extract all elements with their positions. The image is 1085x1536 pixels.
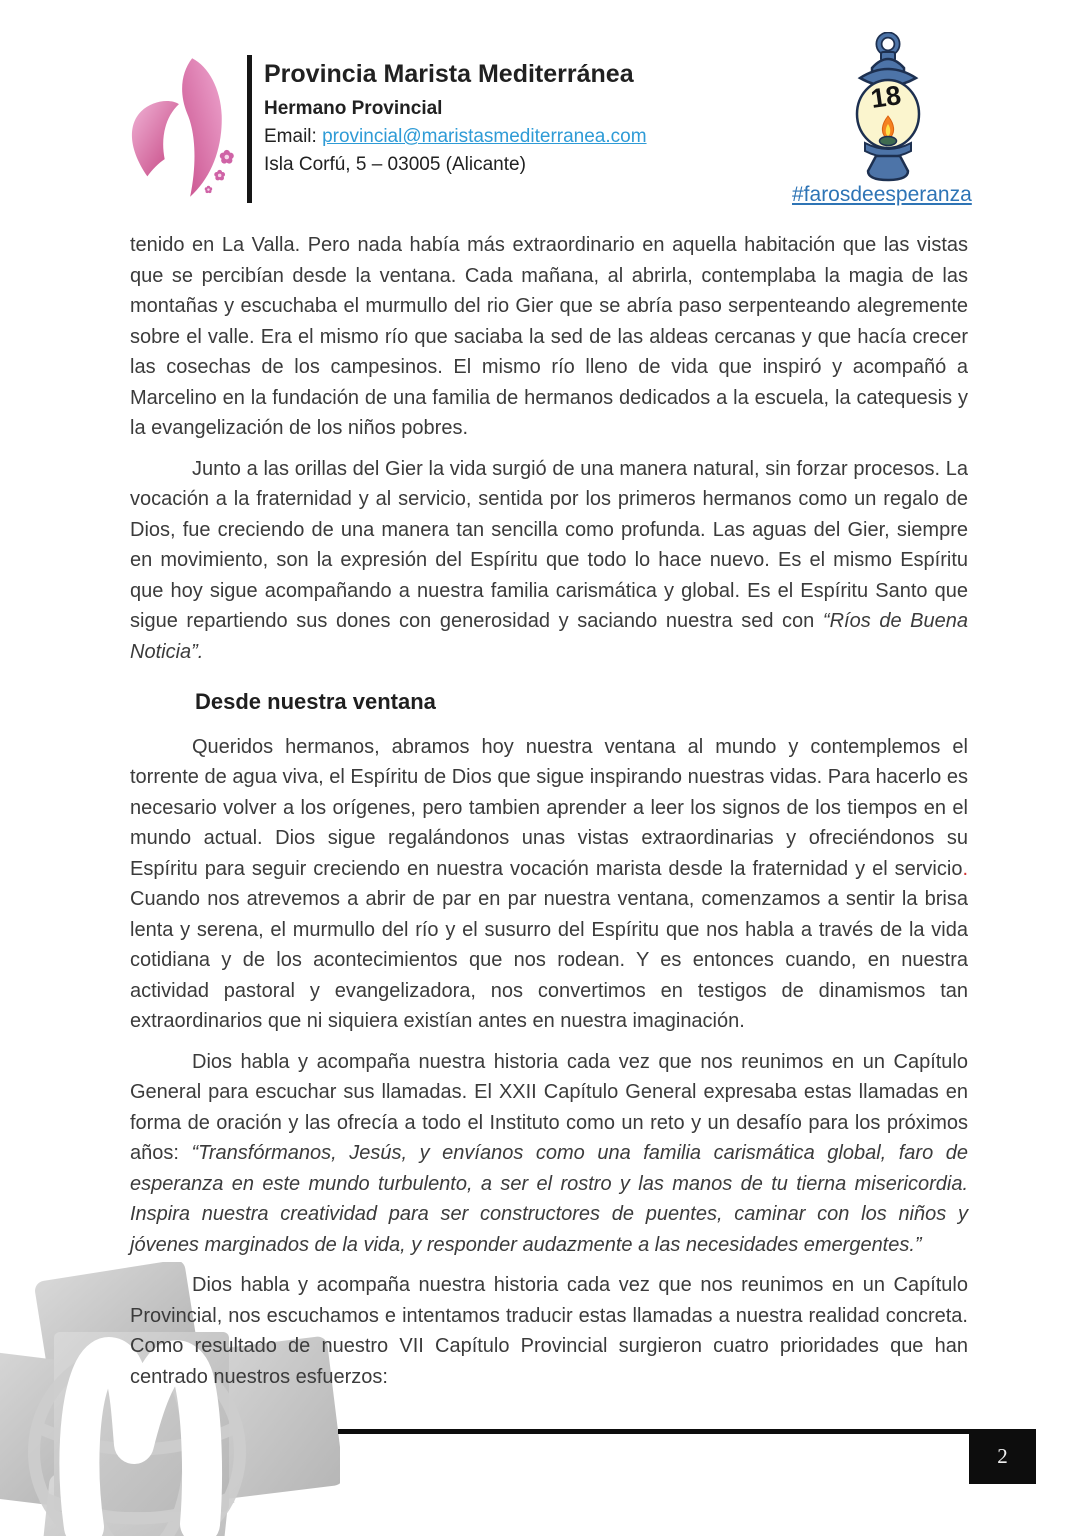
text-run: tenido en La Valla. Pero nada había más extraordinario en aquella habitación que las vistas que se percibían desde la ventana. Cada mañana, al abrirla, contemplaba la magia de las montañas y escuchaba el murmullo del rio Gier que se abría paso serpenteando alegremente sobre el valle. Era el mismo río que saciaba la sed de las aldeas cercanas y que hacía crecer las cosechas de los campesinos. El mismo río lleno de vida que inspiró y acompañó a Marcelino en la fundación de una familia de hermanos dedicados a la escuela, la catequesis y la evangelización de los niños pobres. (130, 234, 968, 439)
text-run: Dios habla y acompaña nuestra historia cada vez que nos reunimos en un Capítulo General para escuchar sus llamadas. El XXII Capítulo General expresaba estas llamadas en forma de oración y las ofrecía a todo el Instituto como un reto y un desafío para los próximos años: (130, 1050, 968, 1164)
lantern-hope-icon (846, 32, 930, 184)
header-divider (247, 55, 252, 203)
hashtag-link[interactable]: #farosdeesperanza (792, 183, 972, 206)
footer-rule (338, 1429, 1036, 1434)
text-run-italic: “Transfórmanos, Jesús, y envíanos como una familia carismática global, faro de esperanza en este mundo turbulento, a ser el rostro y las manos de tu tierna misericordia. Inspira nuestra creatividad para ser constructores de puentes, caminar con los niños y jóvenes marginados de la vida, y responder audazmente a las necesidades emergentes.” (130, 1142, 968, 1256)
text-run-italic: “Ríos de Buena Noticia”. (130, 610, 969, 663)
text-run: Cuando nos atrevemos a abrir de par en par nuestra ventana, comenzamos a sentir la brisa lenta y serena, el murmullo del río y el susurro del Espíritu que nos habla a través de la vida cotidiana y de los acontecimientos que nos rodean. Y es entonces cuando, en nuestra actividad pastoral y evangelizadora, nos convertimos en testigos de dinamismos tan extraordinarios que ni siquiera existían antes en nuestra imaginación. (130, 888, 968, 1032)
email-label: Email: (264, 126, 323, 147)
header-contact-block (264, 60, 864, 176)
paragraph (130, 732, 968, 1037)
paragraph (130, 230, 968, 444)
paragraph (130, 1047, 968, 1261)
address: Isla Corfú, 5 – 03005 (Alicante) (264, 154, 526, 175)
text-run: Queridos hermanos, abramos hoy nuestra ventana al mundo y contemplemos el torrente de agua viva, el Espíritu de Dios que sigue inspirando nuestras vidas. Para hacerlo es necesario volver a los orígenes, pero tambien aprender a leer los signos de los tiempos en el mundo actual. Dios sigue regalándonos unas vistas extraordinarias y ofreciéndonos su Espíritu para seguir creciendo en nuestra vocación marista desde la fraternidad y el servicio (130, 735, 968, 880)
paragraph (130, 454, 968, 668)
paragraph (130, 1270, 968, 1392)
text-run: Junto a las orillas del Gier la vida surgió de una manera natural, sin forzar procesos. La vocación a la fraternidad y al servicio, sentida por los primeros hermanos como un regalo de Dios, fue creciendo de una manera tan sencilla como profunda. Las aguas del Gier, siempre en movimiento, son la expresión del Espíritu que todo lo hace nuevo. Es el mismo Espíritu que hoy sigue acompañando a nuestra familia carismática y global. Es el Espíritu Santo que sigue repartiendo sus dones con generosidad y saciando nuestra sed con (130, 457, 968, 632)
text-run: Dios habla y acompaña nuestra historia cada vez que nos reunimos en un Capítulo Provincial, nos escuchamos e intentamos traducir estas llamadas a nuestra realidad concreta. Como resultado de nuestro VII Capítulo Provincial surgieron cuatro prioridades que han centrado nuestros esfuerzos: (130, 1274, 968, 1388)
document-body (130, 230, 968, 1402)
marist-heart-logo (116, 42, 250, 210)
page-number: 2 (969, 1429, 1036, 1484)
text-run-red: . (962, 857, 968, 880)
org-name: Provincia Marista Mediterránea (264, 60, 634, 88)
section-heading: Desde nuestra ventana (195, 689, 436, 714)
lantern-number: 18 (868, 80, 903, 114)
org-role: Hermano Provincial (264, 98, 443, 119)
email-link[interactable]: provincial@maristasmediterranea.com (322, 126, 647, 147)
email-line (264, 126, 864, 148)
